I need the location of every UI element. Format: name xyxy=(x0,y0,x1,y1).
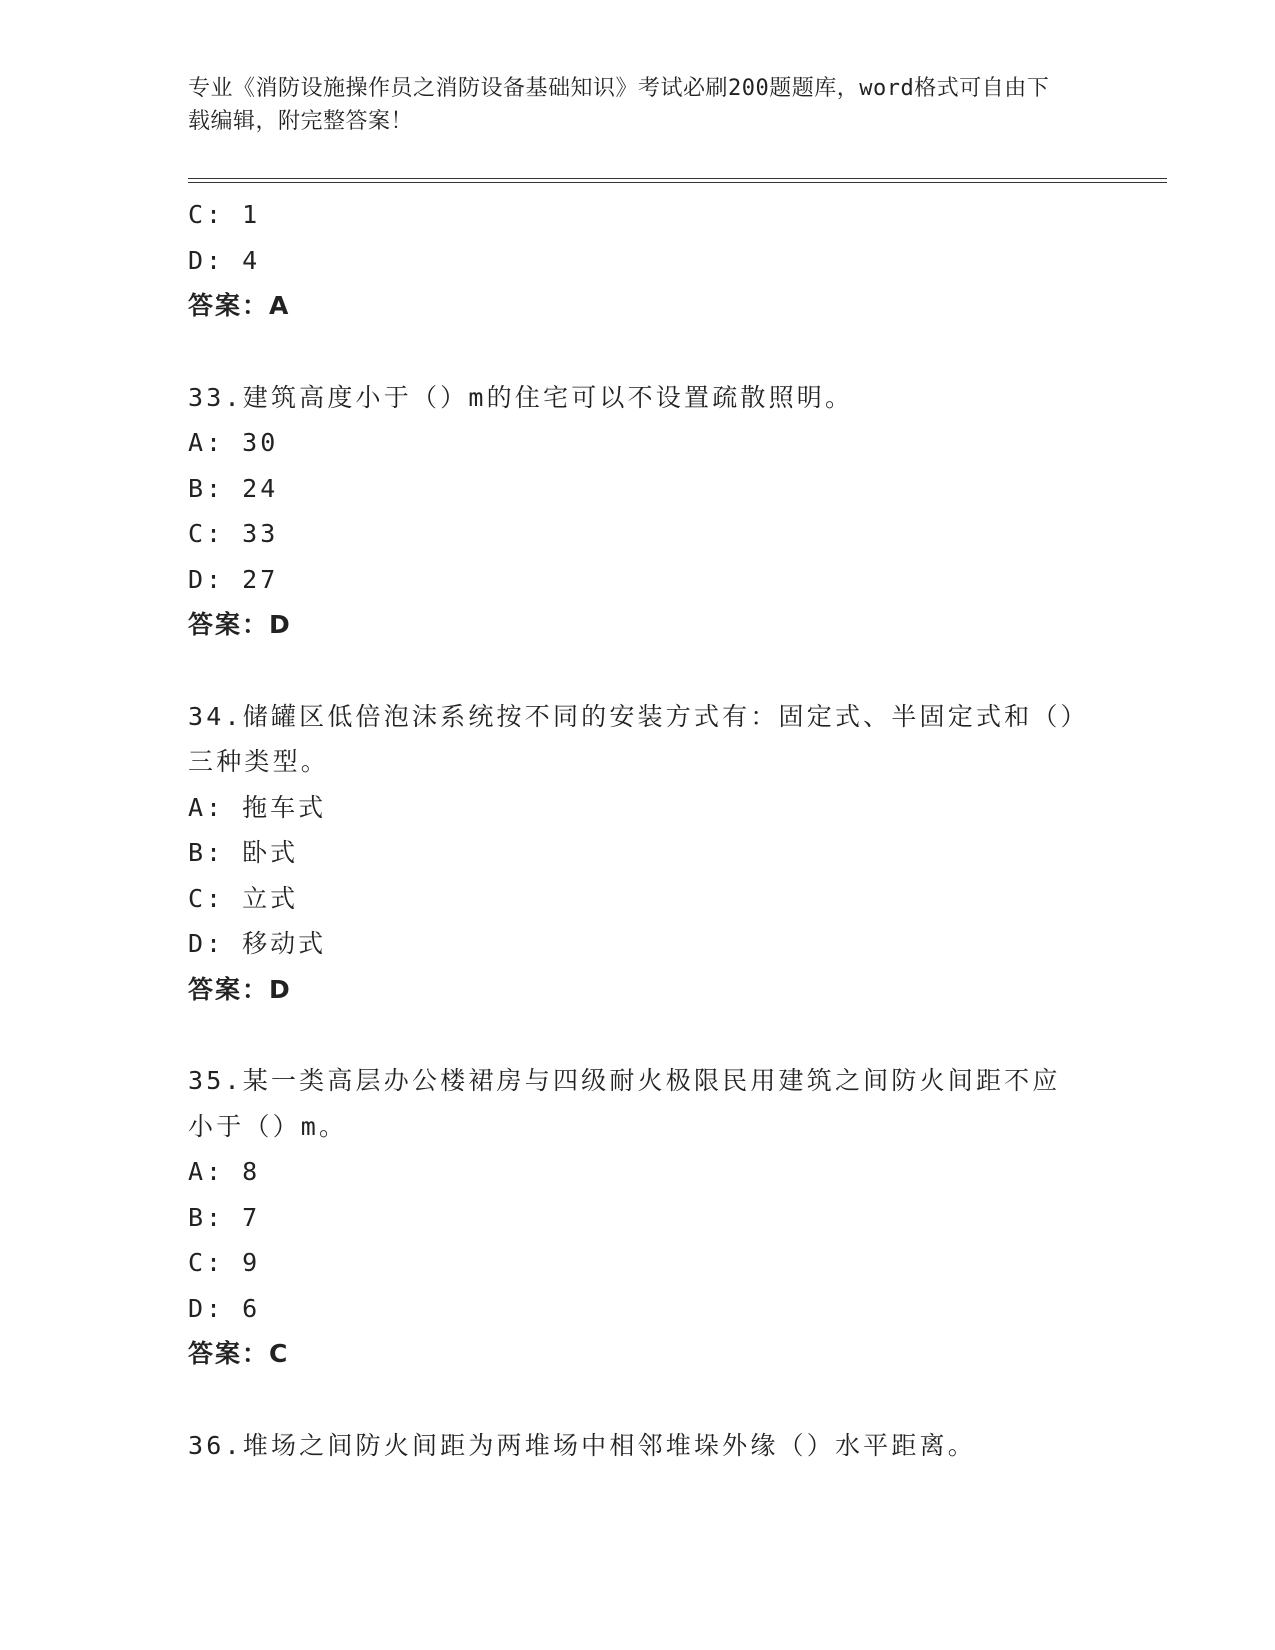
option-c: C: 1 xyxy=(188,200,261,229)
header-divider-bottom xyxy=(188,182,1167,183)
option-a: A: 30 xyxy=(188,428,279,457)
option-b: B: 卧式 xyxy=(188,838,299,867)
question-34 xyxy=(188,694,1088,1013)
option-c: C: 立式 xyxy=(188,883,299,913)
question-text: 35.某一类高层办公楼裙房与四级耐火极限民用建筑之间防火间距不应小于（）m。 xyxy=(188,1066,1061,1141)
question-36 xyxy=(188,1423,1088,1469)
option-d: D: 4 xyxy=(188,245,261,275)
answer-line: 答案：A xyxy=(188,291,291,320)
option-b: B: 24 xyxy=(188,473,279,503)
option-d: D: 6 xyxy=(188,1293,261,1323)
answer-line: 答案：D xyxy=(188,610,292,639)
header-title: 专业《消防设施操作员之消防设备基础知识》考试必刷200题题库，word格式可自由下载编辑，附完整答案！ xyxy=(188,76,1050,134)
question-33 xyxy=(188,375,1088,648)
document-body xyxy=(188,192,1088,1468)
question-text: 36.堆场之间防火间距为两堆场中相邻堆垛外缘（）水平距离。 xyxy=(188,1430,976,1460)
question-text: 33.建筑高度小于（）m的住宅可以不设置疏散照明。 xyxy=(188,382,854,412)
header-divider-top xyxy=(188,178,1167,179)
answer-line: 答案：D xyxy=(188,974,292,1004)
option-d: D: 移动式 xyxy=(188,929,327,958)
option-c: C: 9 xyxy=(188,1248,261,1277)
document-header xyxy=(188,72,1068,138)
option-a: A: 8 xyxy=(188,1157,261,1186)
question-text: 34.储罐区低倍泡沫系统按不同的安装方式有：固定式、半固定式和（）三种类型。 xyxy=(188,701,1077,776)
question-32-tail xyxy=(188,192,1088,329)
answer-line: 答案：C xyxy=(188,1339,290,1368)
option-c: C: 33 xyxy=(188,519,279,548)
option-d: D: 27 xyxy=(188,564,279,594)
option-a: A: 拖车式 xyxy=(188,792,327,822)
question-35 xyxy=(188,1058,1088,1377)
option-b: B: 7 xyxy=(188,1202,261,1232)
